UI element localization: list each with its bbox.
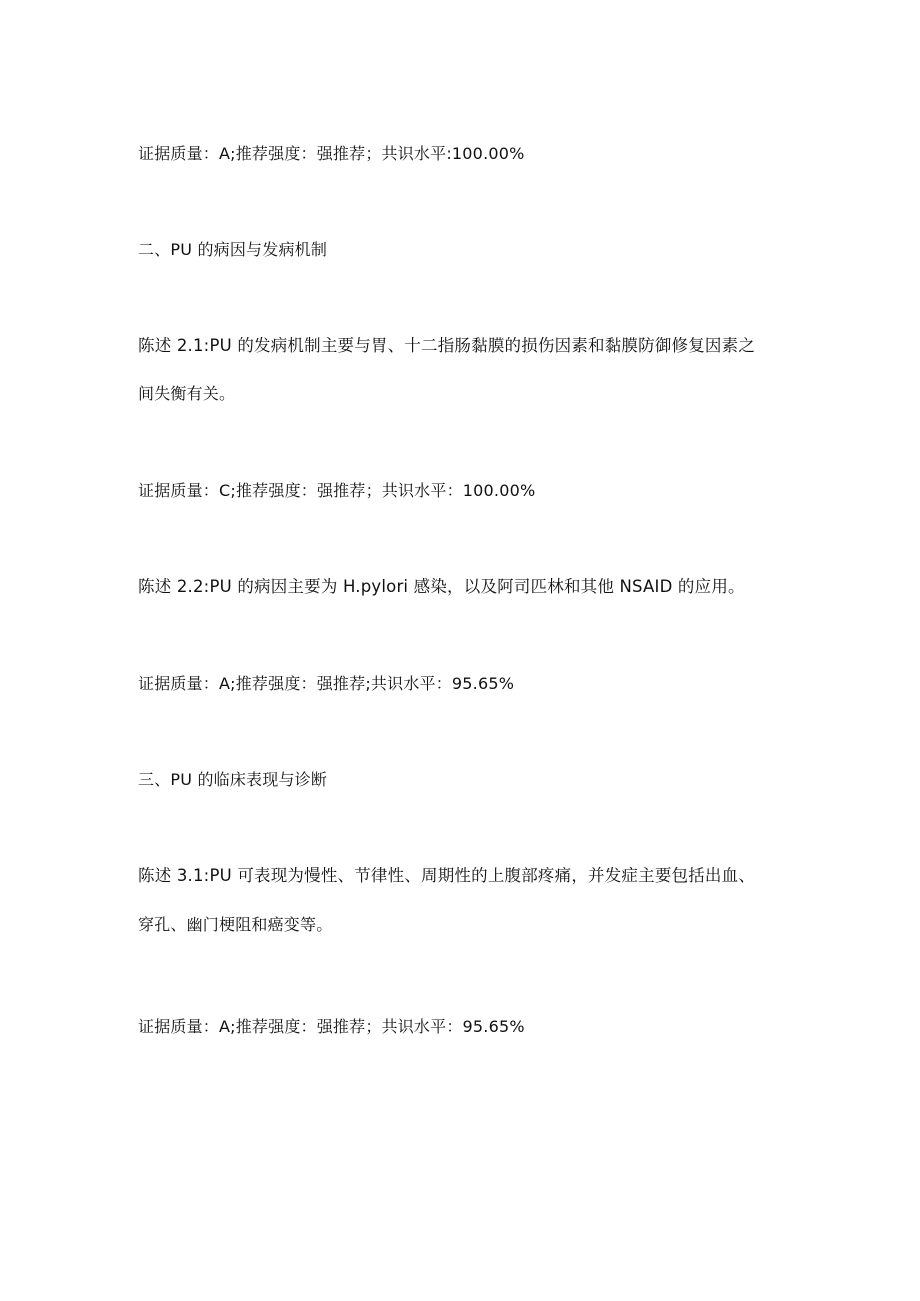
- section-heading-2: 二、PU 的病因与发病机制: [138, 240, 328, 259]
- evidence-line-1: 证据质量：A;推荐强度：强推荐；共识水平:100.00%: [138, 144, 525, 163]
- evidence-line-3-1: 证据质量：A;推荐强度：强推荐；共识水平：95.65%: [138, 1017, 525, 1036]
- statement-3-1-line-2: 穿孔、幽门梗阻和癌变等。: [138, 915, 333, 934]
- statement-2-1-line-2: 间失衡有关。: [138, 384, 236, 403]
- statement-2-2: 陈述 2.2:PU 的病因主要为 H.pylori 感染，以及阿司匹林和其他 NSAID 的应用。: [138, 577, 745, 596]
- section-heading-3: 三、PU 的临床表现与诊断: [138, 770, 328, 789]
- statement-3-1-line-1: 陈述 3.1:PU 可表现为慢性、节律性、周期性的上腹部疼痛，并发症主要包括出血、: [138, 866, 756, 885]
- statement-2-1-line-1: 陈述 2.1:PU 的发病机制主要与胃、十二指肠黏膜的损伤因素和黏膜防御修复因素之: [138, 336, 756, 355]
- evidence-line-2-2: 证据质量：A;推荐强度：强推荐;共识水平：95.65%: [138, 674, 515, 693]
- evidence-line-2-1: 证据质量：C;推荐强度：强推荐；共识水平：100.00%: [138, 481, 536, 500]
